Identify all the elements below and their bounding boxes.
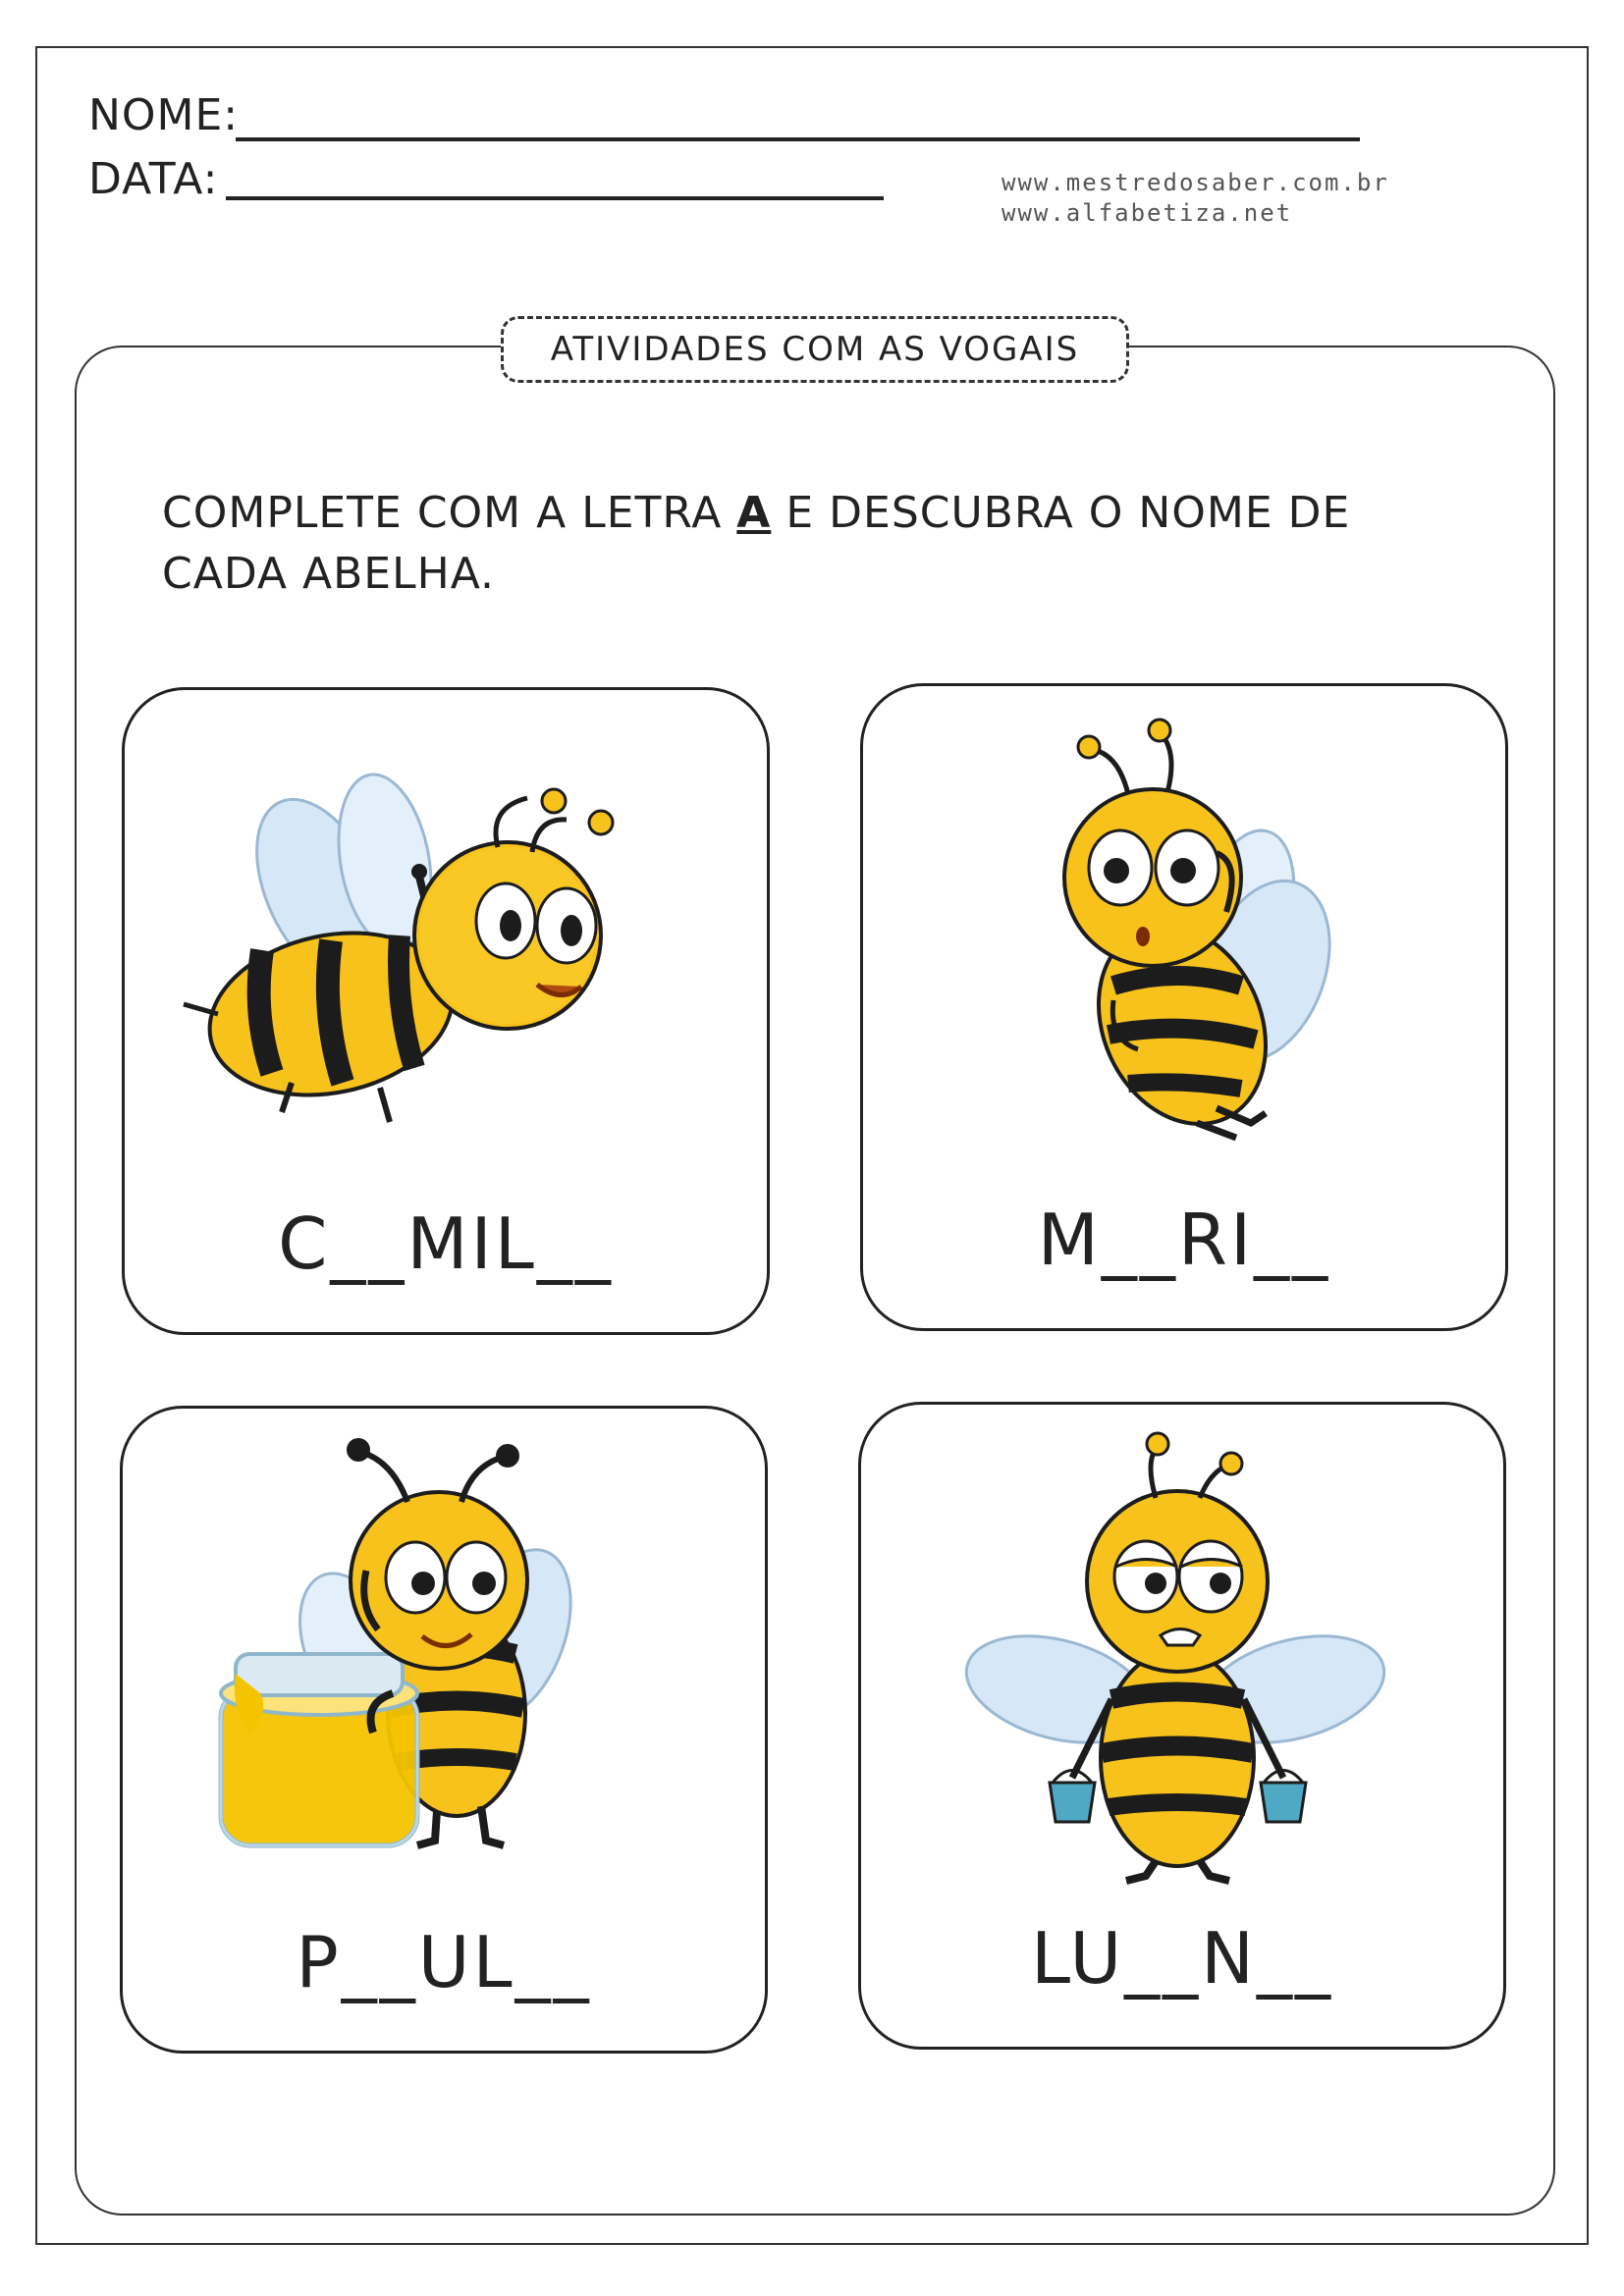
activity-title: ATIVIDADES COM AS VOGAIS — [501, 316, 1129, 383]
name-label: NOME: — [88, 90, 240, 140]
bee-card-3 — [120, 1406, 768, 2054]
website-mestredosaber: www.mestredosaber.com.br — [1001, 169, 1389, 196]
word-puzzle-2: M__RI__ — [1037, 1199, 1331, 1281]
website-alfabetiza: www.alfabetiza.net — [1001, 199, 1293, 227]
bee-card-4 — [858, 1402, 1506, 2050]
name-fill-line[interactable] — [236, 137, 1360, 141]
instruction-before: COMPLETE COM A LETRA — [162, 488, 737, 538]
date-fill-line[interactable] — [226, 196, 884, 200]
word-puzzle-3: P__UL__ — [296, 1921, 592, 2003]
instruction-letter: A — [736, 488, 772, 538]
word-puzzle-1: C__MIL__ — [278, 1202, 614, 1285]
instruction-after: E DESCUBRA O NOME DE CADA ABELHA. — [162, 488, 1351, 599]
instruction-text — [162, 483, 1488, 605]
bee-card-1 — [122, 687, 770, 1335]
word-puzzle-4: LU__N__ — [1030, 1917, 1334, 2000]
bee-card-2 — [860, 683, 1508, 1331]
date-label: DATA: — [88, 154, 219, 204]
